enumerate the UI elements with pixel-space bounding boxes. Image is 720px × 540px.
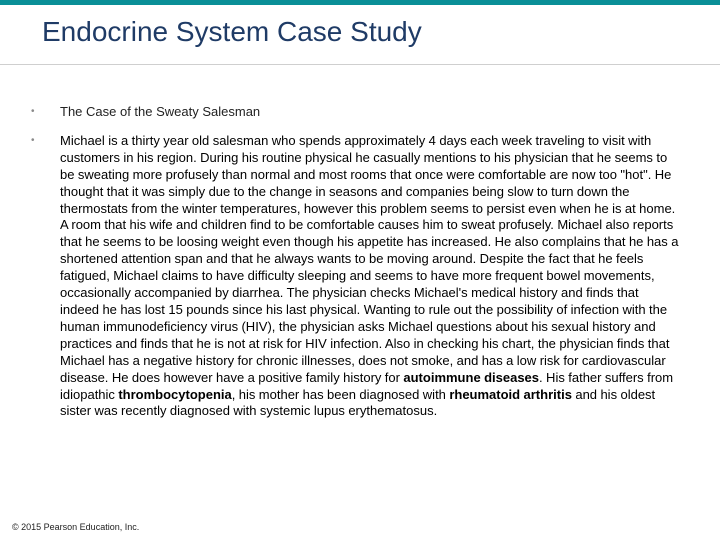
case-paragraph (60, 133, 680, 420)
bullet-item (28, 133, 680, 420)
case-text: , his mother has been diagnosed with (231, 386, 450, 402)
bullet-dot-icon: • (31, 106, 35, 117)
case-text: Michael is a thirty year old salesman who spends approximately 4 days each week traveling to visit with customers in his region. During his routine physical he casually mentions to his physician that he seems to be sweating more profusely than normal and most rooms that once were comfortable are now too "hot". He thought that it was simply due to the change in seasons and companies being slow to turn down the thermostats from the winter temperatures, however this problem seems to persist even when he is at home. A room that his wife and children find to be comfortable causes him to sweat profusely. Michael also reports that he seems to be loosing weight even though his appetite has increased. He also complains that he has a shortened attention span and that he always wants to be moving around. Despite the fact that he feels fatigued, Michael claims to have difficulty sleeping and seems to have more frequent bowel movements, occasionally accompanied by diarrhea. The physician checks Michael's medical history and finds that indeed he has lost 15 pounds since his last physical. Wanting to rule out the possibility of infection with the human immunodeficiency virus (HIV), the physician asks Michael questions about his sexual history and practices and finds that he is not at risk for HIV infection. Also in checking his chart, the physician finds that Michael has a negative history for chronic illnesses, does not smoke, and has a low risk for cardiovascular disease. He does however have a positive family history for (60, 132, 679, 385)
title-divider (0, 64, 720, 65)
accent-bar (0, 0, 720, 5)
slide-body (28, 104, 680, 420)
bullet-dot-icon: • (31, 134, 35, 146)
copyright-footer: © 2015 Pearson Education, Inc. (12, 522, 140, 532)
case-text: . His father suffers from idiopathic (60, 369, 674, 402)
case-text: and his oldest sister was recently diagnosed with systemic lupus erythematosus. (60, 386, 656, 419)
slide-title: Endocrine System Case Study (42, 16, 422, 47)
emphasis-rheumatoid-arthritis: rheumatoid arthritis (449, 386, 572, 402)
emphasis-thrombocytopenia: thrombocytopenia (118, 386, 232, 402)
bullet-item (28, 104, 680, 121)
case-heading: The Case of the Sweaty Salesman (60, 104, 261, 119)
emphasis-autoimmune: autoimmune diseases (403, 369, 540, 385)
